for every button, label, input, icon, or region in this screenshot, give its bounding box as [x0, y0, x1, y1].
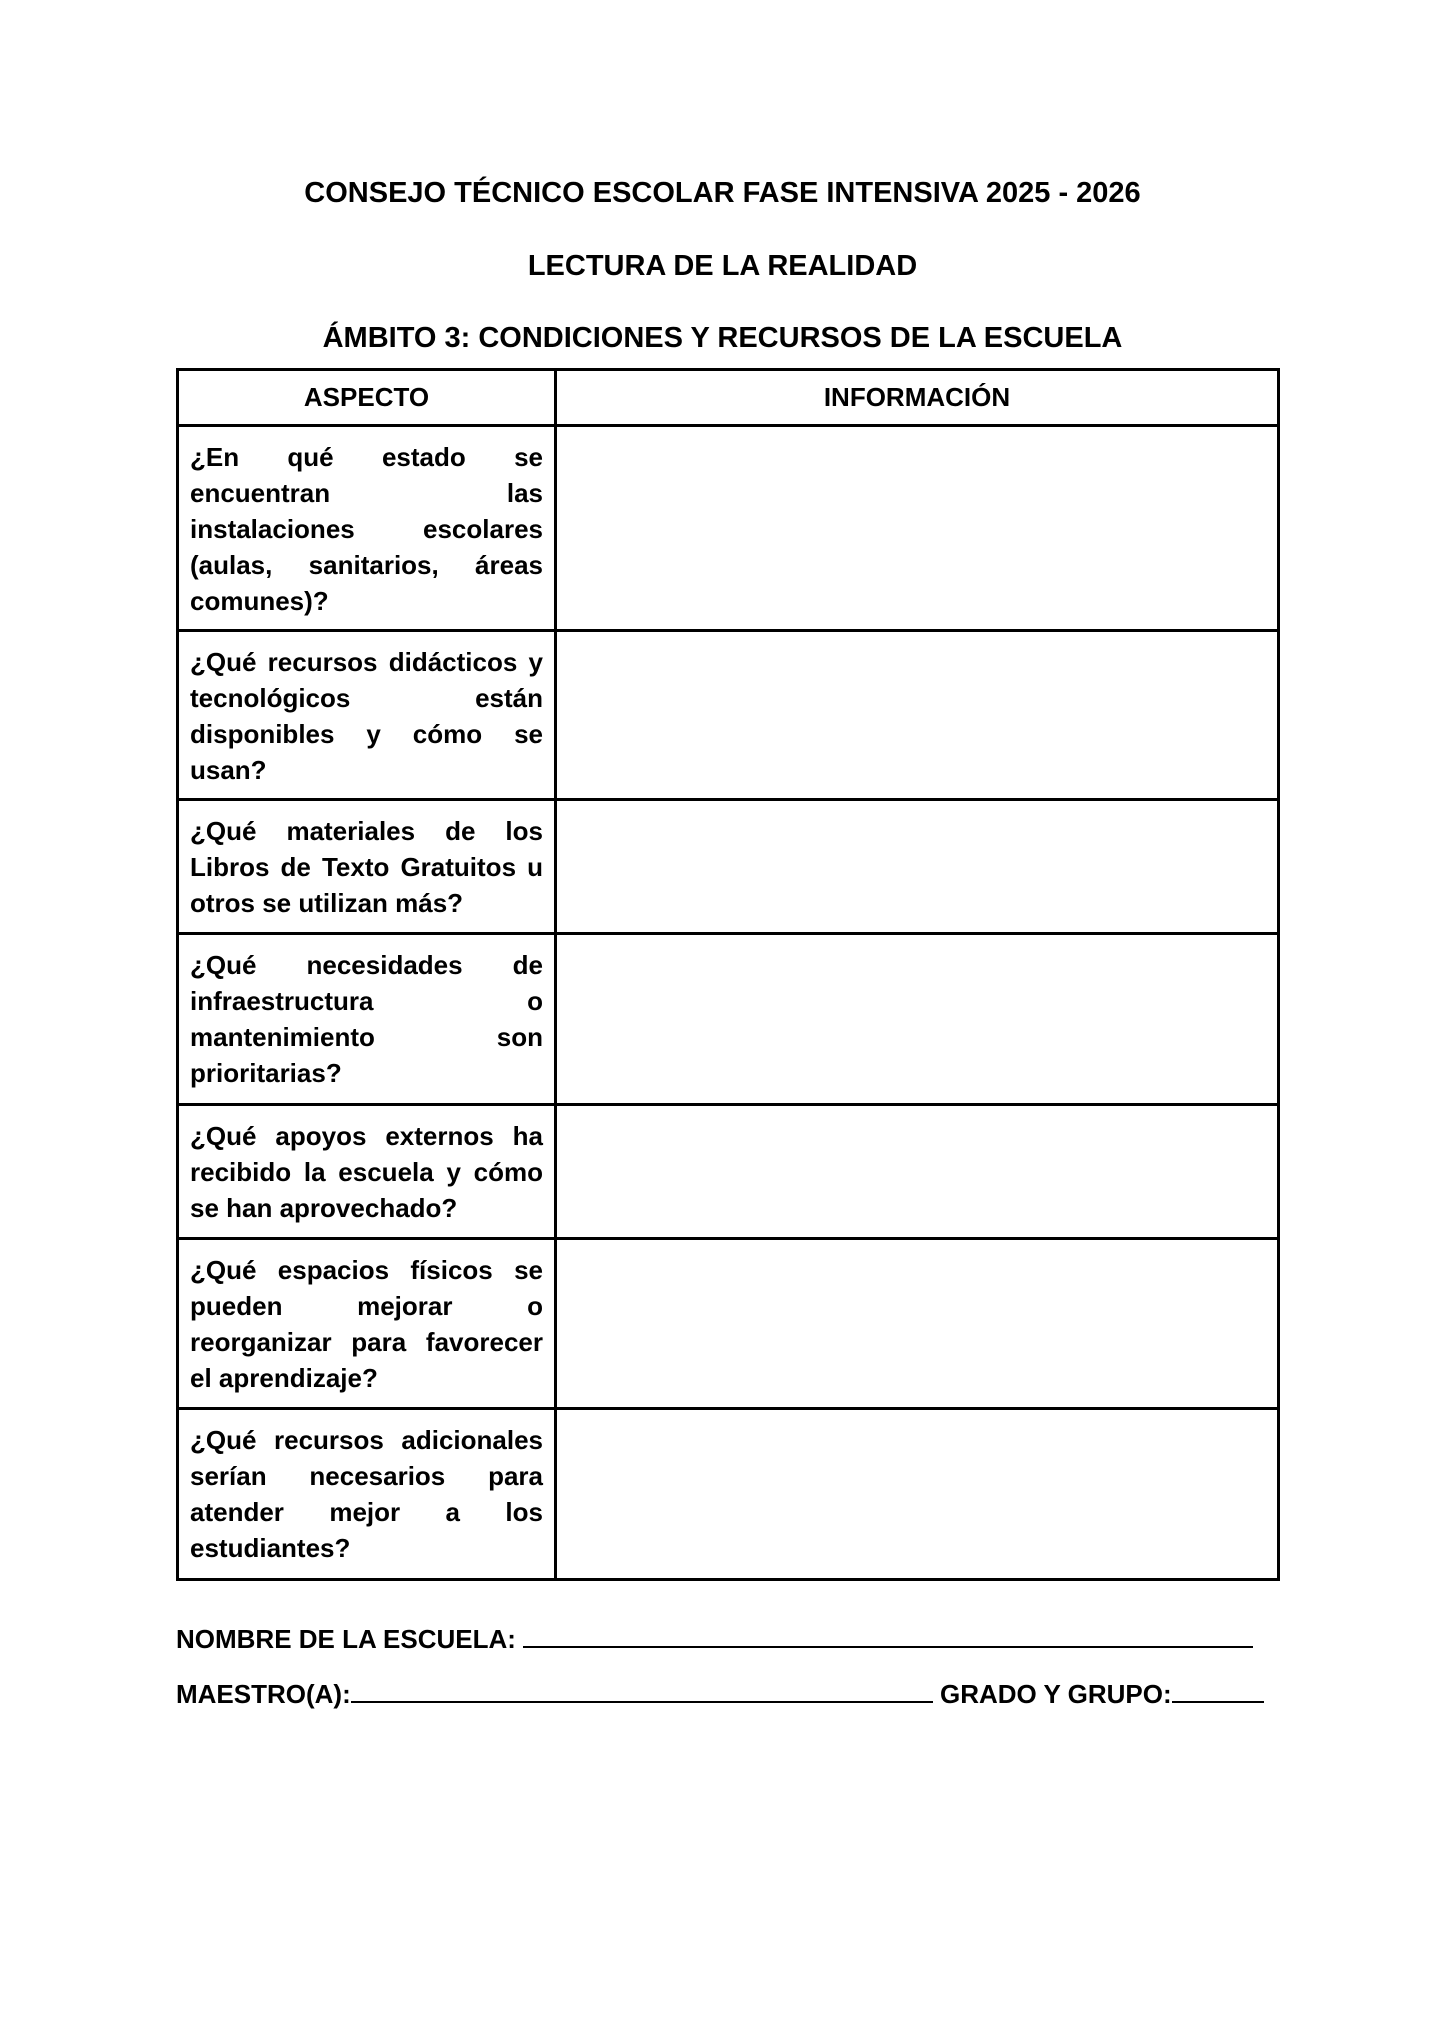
- information-answer-cell[interactable]: [556, 800, 1279, 934]
- table-header-row: [178, 370, 1279, 426]
- header-aspect: ASPECTO: [178, 370, 556, 426]
- reading-reality-table: [176, 368, 1280, 1581]
- school-name-line: [176, 1620, 1277, 1656]
- document-subtitle: LECTURA DE LA REALIDAD: [527, 250, 918, 282]
- teacher-grade-line: [176, 1675, 1277, 1711]
- aspect-question: ¿Qué recursos adicionales serían necesarios para atender mejor a los estudiantes?: [178, 1409, 556, 1580]
- information-answer-cell[interactable]: [556, 631, 1279, 800]
- information-answer-cell[interactable]: [556, 934, 1279, 1105]
- aspect-question: ¿Qué recursos didácticos y tecnológicos están disponibles y cómo se usan?: [178, 631, 556, 800]
- table-row: [178, 800, 1279, 934]
- information-answer-cell[interactable]: [556, 426, 1279, 631]
- information-answer-cell[interactable]: [556, 1105, 1279, 1239]
- header-information: INFORMACIÓN: [556, 370, 1279, 426]
- aspect-question: ¿Qué apoyos externos ha recibido la escuela y cómo se han aprovechado?: [178, 1105, 556, 1239]
- grade-group-label: GRADO Y GRUPO:: [940, 1679, 1172, 1709]
- information-answer-cell[interactable]: [556, 1409, 1279, 1580]
- aspect-question: ¿Qué materiales de los Libros de Texto Gratuitos u otros se utilizan más?: [178, 800, 556, 934]
- section-title: ÁMBITO 3: CONDICIONES Y RECURSOS DE LA ESCUELA: [322, 322, 1123, 354]
- teacher-name-blank[interactable]: [351, 1675, 933, 1703]
- grade-group-blank[interactable]: [1172, 1675, 1264, 1703]
- table-row: [178, 1105, 1279, 1239]
- aspect-question: ¿Qué espacios físicos se pueden mejorar o reorganizar para favorecer el aprendizaje?: [178, 1239, 556, 1409]
- school-name-label: NOMBRE DE LA ESCUELA:: [176, 1624, 516, 1654]
- table-row: [178, 1239, 1279, 1409]
- document-title: CONSEJO TÉCNICO ESCOLAR FASE INTENSIVA 2025 - 2026: [304, 177, 1141, 209]
- table-row: [178, 426, 1279, 631]
- table-row: [178, 1409, 1279, 1580]
- school-name-blank[interactable]: [523, 1620, 1253, 1648]
- aspect-question: ¿Qué necesidades de infraestructura o mantenimiento son prioritarias?: [178, 934, 556, 1105]
- aspect-question: ¿En qué estado se encuentran las instalaciones escolares (aulas, sanitarios, áreas comunes)?: [178, 426, 556, 631]
- table-row: [178, 934, 1279, 1105]
- teacher-label: MAESTRO(A):: [176, 1679, 351, 1709]
- information-answer-cell[interactable]: [556, 1239, 1279, 1409]
- table-row: [178, 631, 1279, 800]
